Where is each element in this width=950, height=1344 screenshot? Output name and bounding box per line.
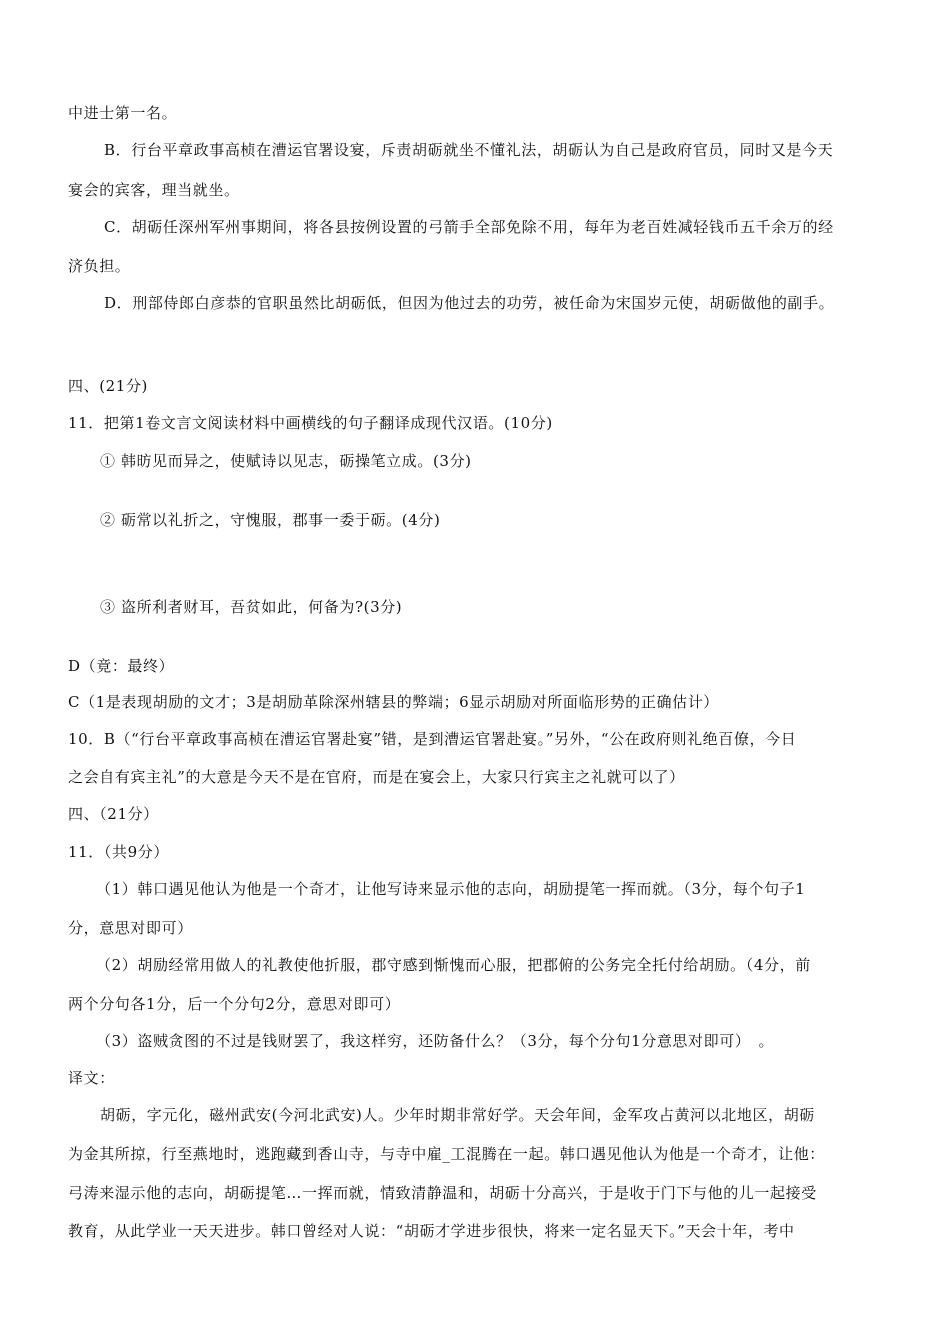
sentence-2: ② 砺常以礼折之，守愧服，郡事一委于砺。(4分) <box>100 511 441 529</box>
translation-heading: 译文： <box>68 1069 115 1087</box>
text-line: 济负担。 <box>68 257 131 275</box>
sentence-1: ① 韩昉见而异之，使赋诗以见志，砺操笔立成。(3分) <box>100 452 472 470</box>
answer-11-3: （3）盗贼贪图的不过是钱财罢了，我这样穷，还防备什么？（3分，每个分句1分意思对即可） 。 <box>96 1032 775 1050</box>
text-line: 为金其所掠，行至燕地时，逃跑藏到香山寺，与寺中雇_工混腾在一起。韩口遇见他认为他是一个奇才，让他： <box>68 1145 825 1163</box>
text-line: 弓涛来湿示他的志向，胡砺提笔…一挥而就，情致清静温和，胡砺十分高兴，于是收于门下与他的儿一起接受 <box>68 1184 817 1202</box>
text-line: 中进士第一名。 <box>68 104 178 122</box>
section-heading: 四、(21分) <box>68 377 148 395</box>
text-line: 分，意思对即可） <box>68 919 193 937</box>
answer-line: D（竟：最终） <box>68 657 175 675</box>
option-b-line: B．行台平章政事高桢在漕运官署设宴，斥责胡砺就坐不懂礼法，胡砺认为自己是政府官员，同时又是今天 <box>104 141 834 159</box>
answer-11-2: （2）胡励经常用做人的礼教使他折服，郡守感到惭愧而心服，把郡俯的公务完全托付给胡励。（4分，前 <box>96 956 811 974</box>
text-line: 教育，从此学业一天天进步。韩口曾经对人说：“胡砺才学进步很快，将来一定名显天下。”天会十年，考中 <box>68 1222 795 1240</box>
answer-11: 11．（共9分） <box>68 843 169 861</box>
text-line: 之会自有宾主礼”的大意是今天不是在官府，而是在宴会上，大家只行宾主之礼就可以了） <box>68 768 685 786</box>
section-heading: 四、（21分） <box>68 805 159 823</box>
option-c-line: C．胡砺任深州军州事期间，将各县按例设置的弓箭手全部免除不用，每年为老百姓减轻钱币五千余万的经 <box>104 218 834 236</box>
text-line: 两个分句各1分，后一个分句2分，意思对即可） <box>68 995 401 1013</box>
translation-paragraph: 胡砺，字元化，磁州武安(今河北武安)人。少年时期非常好学。天会年间，金军攻占黄河以北地区，胡砺 <box>100 1106 815 1124</box>
option-d-line: D．刑部侍郎白彦恭的官职虽然比胡砺低，但因为他过去的功劳，被任命为宋国岁元使，胡砺做他的副手。 <box>104 294 835 312</box>
sentence-3: ③ 盗所利者财耳，吾贫如此，何备为?(3分) <box>100 598 403 616</box>
answer-line: C（1是表现胡励的文才；3是胡励革除深州辖县的弊端；6显示胡励对所面临形势的正确估计） <box>68 693 719 711</box>
answer-10: 10．B（“行台平章政事高桢在漕运官署赴宴”错，是到漕运官署赴宴。”另外，“公在政府则礼绝百僚，今日 <box>68 730 797 748</box>
question-11: 11．把第1卷文言文阅读材料中画横线的句子翻译成现代汉语。(10分) <box>68 414 553 432</box>
text-line: 宴会的宾客，理当就坐。 <box>68 181 240 199</box>
answer-11-1: （1）韩口遇见他认为他是一个奇才，让他写诗来显示他的志向，胡励提笔一挥而就。（3分，每个句子1 <box>96 880 806 898</box>
